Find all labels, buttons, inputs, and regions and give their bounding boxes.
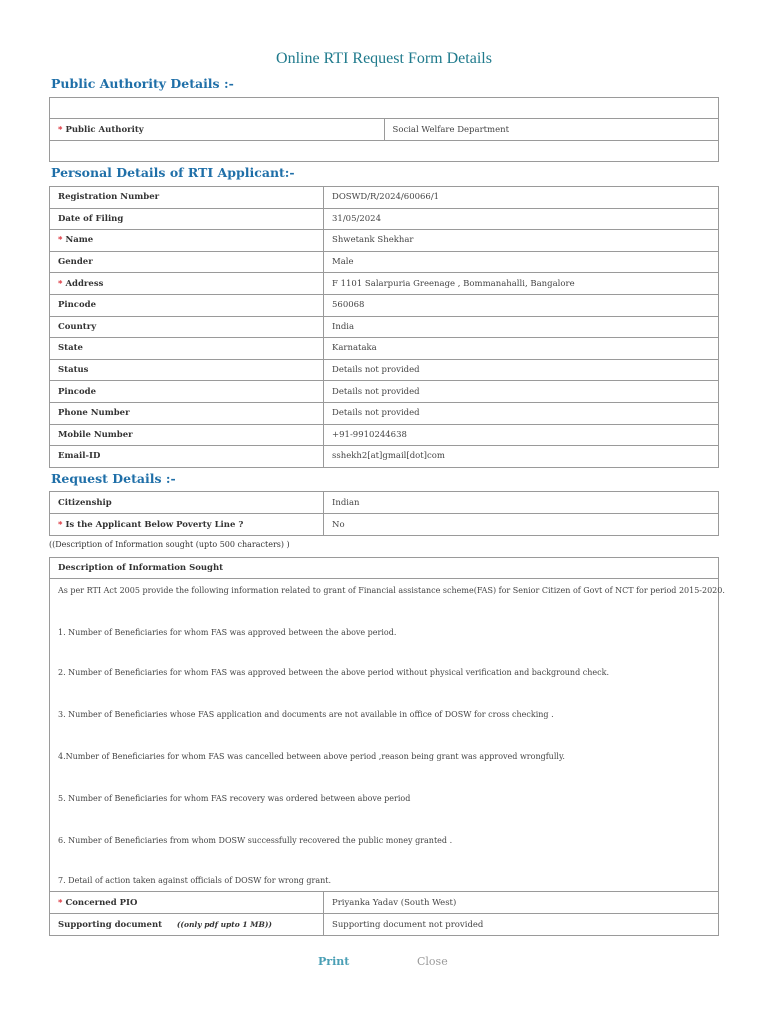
required-marker: * [58, 897, 63, 908]
personal-detail-row [50, 208, 719, 230]
public-authority-heading: Public Authority Details :- [51, 76, 234, 91]
personal-detail-row [50, 187, 719, 209]
supporting-document-label: Supporting document ((only pdf upto 1 MB)) [50, 914, 324, 936]
description-line: 7. Detail of action taken against officials of DOSW for wrong grant. [58, 876, 332, 885]
personal-detail-value: Details not provided [324, 381, 719, 403]
request-details-table [49, 491, 719, 536]
pio-table [49, 891, 719, 936]
personal-detail-label: Date of Filing [50, 208, 324, 230]
personal-detail-row [50, 424, 719, 446]
pio-value: Priyanka Yadav (South West) [324, 892, 719, 914]
empty-row [50, 98, 719, 119]
description-line: 2. Number of Beneficiaries for whom FAS was approved between the above period without physical verification and background check. [58, 668, 609, 677]
pio-row [50, 892, 719, 914]
personal-detail-value: Karnataka [324, 338, 719, 360]
supporting-document-value: Supporting document not provided [324, 914, 719, 936]
personal-detail-value: sshekh2[at]gmail[dot]com [324, 446, 719, 468]
supporting-document-hint: ((only pdf upto 1 MB)) [176, 919, 272, 929]
public-authority-table [49, 97, 719, 162]
description-box [49, 557, 725, 892]
personal-detail-row [50, 446, 719, 468]
personal-detail-value: 560068 [324, 294, 719, 316]
request-details-heading: Request Details :- [51, 471, 176, 486]
personal-detail-label: Status [50, 359, 324, 381]
personal-details-heading: Personal Details of RTI Applicant:- [51, 165, 295, 180]
description-note: ((Description of Information sought (upto 500 characters) ) [49, 540, 290, 549]
citizenship-label: Citizenship [50, 492, 324, 514]
personal-detail-value: Male [324, 251, 719, 273]
personal-detail-label: * Address [50, 273, 324, 295]
personal-detail-value: India [324, 316, 719, 338]
personal-detail-value: +91-9910244638 [324, 424, 719, 446]
personal-detail-label: Country [50, 316, 324, 338]
personal-detail-row [50, 230, 719, 252]
description-line: As per RTI Act 2005 provide the following information related to grant of Financial assistance scheme(FAS) for Senior Citizen of Govt of NCT for period 2015-2020. [58, 586, 725, 595]
personal-details-table [49, 186, 719, 468]
personal-detail-label: Registration Number [50, 187, 324, 209]
personal-detail-label: * Name [50, 230, 324, 252]
public-authority-row [50, 119, 719, 141]
personal-detail-label: Pincode [50, 381, 324, 403]
personal-detail-label: State [50, 338, 324, 360]
personal-detail-value: Shwetank Shekhar [324, 230, 719, 252]
description-line: 5. Number of Beneficiaries for whom FAS recovery was ordered between above period [58, 794, 411, 803]
public-authority-label: * Public Authority [50, 119, 385, 141]
close-button[interactable]: Close [417, 955, 448, 968]
personal-detail-row [50, 338, 719, 360]
citizenship-row [50, 492, 719, 514]
description-heading: Description of Information Sought [50, 558, 718, 579]
personal-detail-row [50, 316, 719, 338]
personal-detail-row [50, 251, 719, 273]
print-button[interactable]: Print [318, 955, 350, 968]
personal-detail-label: Email-ID [50, 446, 324, 468]
description-line: 3. Number of Beneficiaries whose FAS application and documents are not available in office of DOSW for cross checking . [58, 710, 554, 719]
personal-detail-row [50, 294, 719, 316]
personal-detail-value: F 1101 Salarpuria Greenage , Bommanahalli, Bangalore [324, 273, 719, 295]
required-marker: * [58, 278, 63, 289]
personal-detail-row [50, 359, 719, 381]
required-marker: * [58, 124, 63, 135]
required-marker: * [58, 519, 63, 530]
personal-detail-value: Details not provided [324, 402, 719, 424]
personal-detail-value: Details not provided [324, 359, 719, 381]
personal-detail-label: Pincode [50, 294, 324, 316]
personal-detail-value: 31/05/2024 [324, 208, 719, 230]
public-authority-value: Social Welfare Department [384, 119, 719, 141]
bpl-label: * Is the Applicant Below Poverty Line ? [50, 514, 324, 536]
personal-detail-label: Mobile Number [50, 424, 324, 446]
bpl-value: No [324, 514, 719, 536]
description-line: 4.Number of Beneficiaries for whom FAS was cancelled between above period ,reason being grant was approved wrongfully. [58, 752, 565, 761]
personal-detail-row [50, 381, 719, 403]
personal-detail-row [50, 273, 719, 295]
bpl-row [50, 514, 719, 536]
personal-detail-row [50, 402, 719, 424]
description-line: 1. Number of Beneficiaries for whom FAS was approved between the above period. [58, 628, 397, 637]
page-title: Online RTI Request Form Details [276, 50, 492, 67]
personal-detail-value: DOSWD/R/2024/60066/1 [324, 187, 719, 209]
citizenship-value: Indian [324, 492, 719, 514]
personal-detail-label: Gender [50, 251, 324, 273]
supporting-document-row [50, 914, 719, 936]
required-marker: * [58, 235, 63, 246]
pio-label: * Concerned PIO [50, 892, 324, 914]
personal-detail-label: Phone Number [50, 402, 324, 424]
empty-row [50, 141, 719, 162]
description-line: 6. Number of Beneficiaries from whom DOSW successfully recovered the public money granted . [58, 836, 453, 845]
